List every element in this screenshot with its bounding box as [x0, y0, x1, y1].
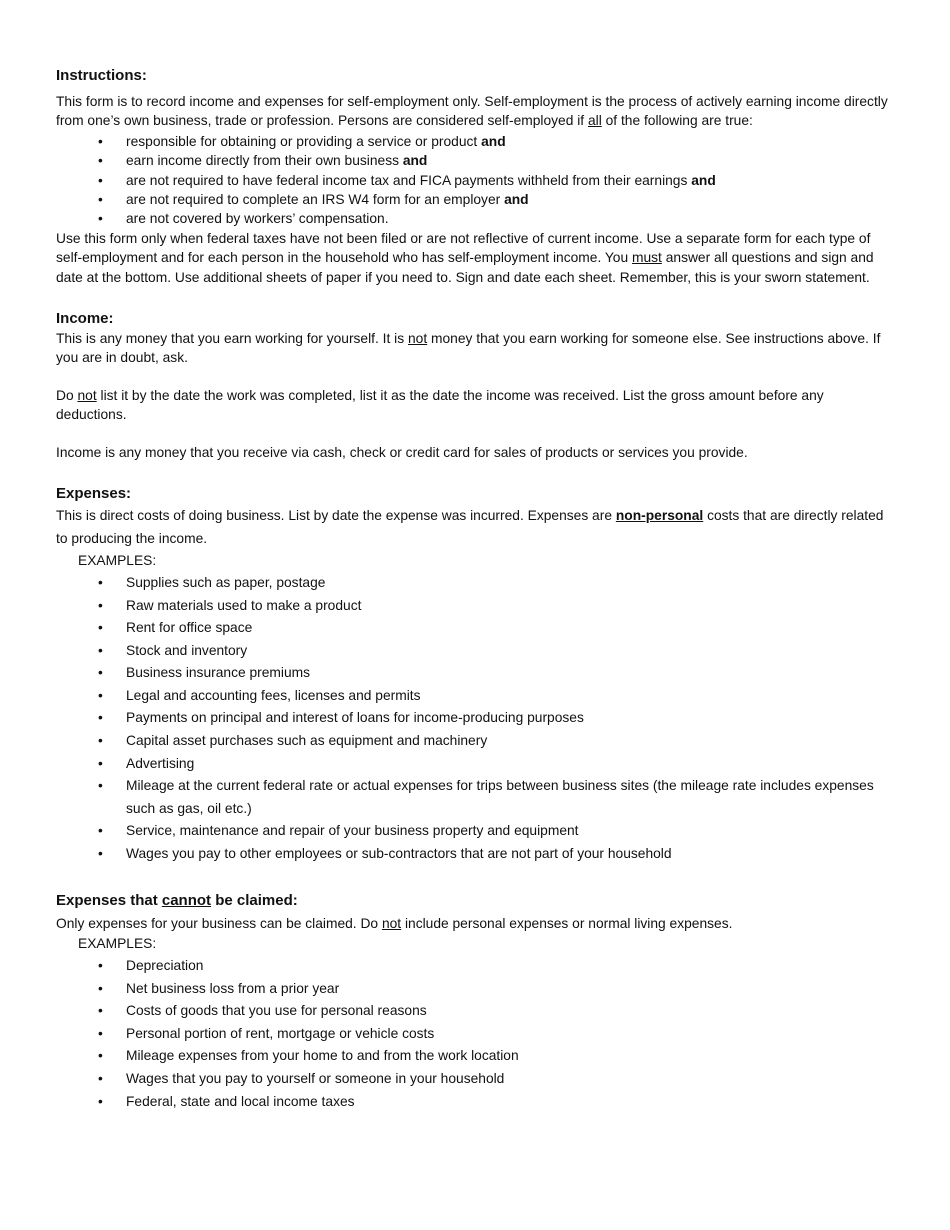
non-claimable-expenses-list [56, 955, 898, 1113]
list-item: • are not required to complete an IRS W4 form for an employer and [56, 190, 898, 209]
bullet-icon: • [98, 642, 103, 658]
bullet-icon: • [98, 1003, 103, 1019]
list-item: • Rent for office space [56, 617, 898, 640]
income-heading: Income: [56, 310, 114, 328]
income-paragraph-1: This is any money that you earn working for yourself. It is not money that you earn working for someone else. See instructions above. If you are in doubt, ask. [56, 331, 881, 366]
bullet-icon: • [98, 192, 103, 208]
income-paragraph-3: Income is any money that you receive via cash, check or credit card for sales of products or services you provide. [56, 444, 748, 460]
bullet-icon: • [98, 733, 103, 749]
bullet-icon: • [98, 620, 103, 636]
bullet-icon: • [98, 1048, 103, 1064]
bullet-icon: • [98, 778, 103, 794]
expenses-heading: Expenses: [56, 485, 132, 503]
list-item: • Mileage at the current federal rate or actual expenses for trips between business sites (the mileage rate includes expenses such as gas, oil etc.) [56, 775, 898, 820]
instructions-heading: Instructions: [56, 67, 147, 84]
bullet-icon: • [98, 823, 103, 839]
expenses-section [56, 484, 898, 866]
bullet-icon: • [98, 153, 103, 169]
bullet-icon: • [98, 687, 103, 703]
income-section [56, 309, 898, 462]
bullet-icon: • [98, 980, 103, 996]
list-item: • Capital asset purchases such as equipment and machinery [56, 730, 898, 753]
bullet-icon: • [98, 846, 103, 862]
bullet-icon: • [98, 597, 103, 613]
list-item: • Stock and inventory [56, 640, 898, 663]
self-employed-criteria-list [56, 132, 898, 229]
income-paragraph-2: Do not list it by the date the work was completed, list it as the date the income was received. List the gross amount before any deductions. [56, 387, 824, 423]
list-item: • Costs of goods that you use for personal reasons [56, 1000, 898, 1023]
bullet-icon: • [98, 211, 103, 227]
bullet-icon: • [98, 1071, 103, 1086]
list-item: • Supplies such as paper, postage [56, 572, 898, 595]
list-item: • Wages you pay to other employees or sub-contractors that are not part of your household [56, 843, 898, 866]
bullet-icon: • [98, 133, 103, 149]
bullet-icon: • [98, 1025, 103, 1041]
list-item: • Net business loss from a prior year [56, 978, 898, 1001]
bullet-icon: • [98, 665, 103, 681]
list-item: • Raw materials used to make a product [56, 595, 898, 618]
bullet-icon: • [98, 574, 103, 590]
list-item: • Wages that you pay to yourself or someone in your household [56, 1068, 898, 1091]
list-item: • Legal and accounting fees, licenses and permits [56, 685, 898, 708]
instructions-section [56, 66, 898, 287]
bullet-icon: • [98, 172, 103, 188]
non-claimable-expenses-section [56, 891, 898, 1114]
list-item: • Business insurance premiums [56, 662, 898, 685]
allowed-expenses-list [56, 572, 898, 866]
list-item: • are not covered by workers’ compensation. [56, 209, 898, 228]
bullet-icon: • [98, 1093, 103, 1109]
instructions-intro: This form is to record income and expenses for self-employment only. Self-employment is the process of actively earning income directly from one’s own business, trade or profession. Persons are considered self-employed if all of the following are true: [56, 94, 888, 129]
expenses-examples-label: EXAMPLES: [78, 552, 157, 568]
list-item: • Payments on principal and interest of loans for income-producing purposes [56, 707, 898, 730]
list-item: • earn income directly from their own business and [56, 151, 898, 170]
list-item: • Federal, state and local income taxes [56, 1091, 898, 1114]
instructions-usage: Use this form only when federal taxes have not been filed or are not reflective of current income. Use a separate form for each type of self-employment and for each person in the household who has self-employment income. You must answer all questions and sign and date at the bottom. Use additional sheets of paper if you need to. Sign and date each sheet. Remember, this is your sworn statement. [56, 230, 874, 285]
expenses-paragraph: This is direct costs of doing business. List by date the expense was incurred. Expenses are non-personal costs that are directly related to producing the income. [56, 508, 884, 546]
bullet-icon: • [98, 958, 103, 974]
list-item: • are not required to have federal income tax and FICA payments withheld from their earnings and [56, 171, 898, 190]
document-page [56, 66, 898, 1113]
non-claimable-paragraph: Only expenses for your business can be claimed. Do not include personal expenses or normal living expenses. [56, 915, 733, 931]
list-item: • responsible for obtaining or providing a service or product and [56, 132, 898, 151]
bullet-icon: • [98, 710, 103, 726]
list-item: • Depreciation [56, 955, 898, 978]
bullet-icon: • [98, 755, 103, 771]
non-claimable-heading: Expenses that cannot be claimed: [56, 891, 298, 909]
non-claimable-examples-label: EXAMPLES: [78, 936, 157, 952]
list-item: • Personal portion of rent, mortgage or vehicle costs [56, 1023, 898, 1046]
list-item: • Service, maintenance and repair of your business property and equipment [56, 820, 898, 843]
list-item: • Mileage expenses from your home to and from the work location [56, 1045, 898, 1068]
list-item: • Advertising [56, 753, 898, 776]
